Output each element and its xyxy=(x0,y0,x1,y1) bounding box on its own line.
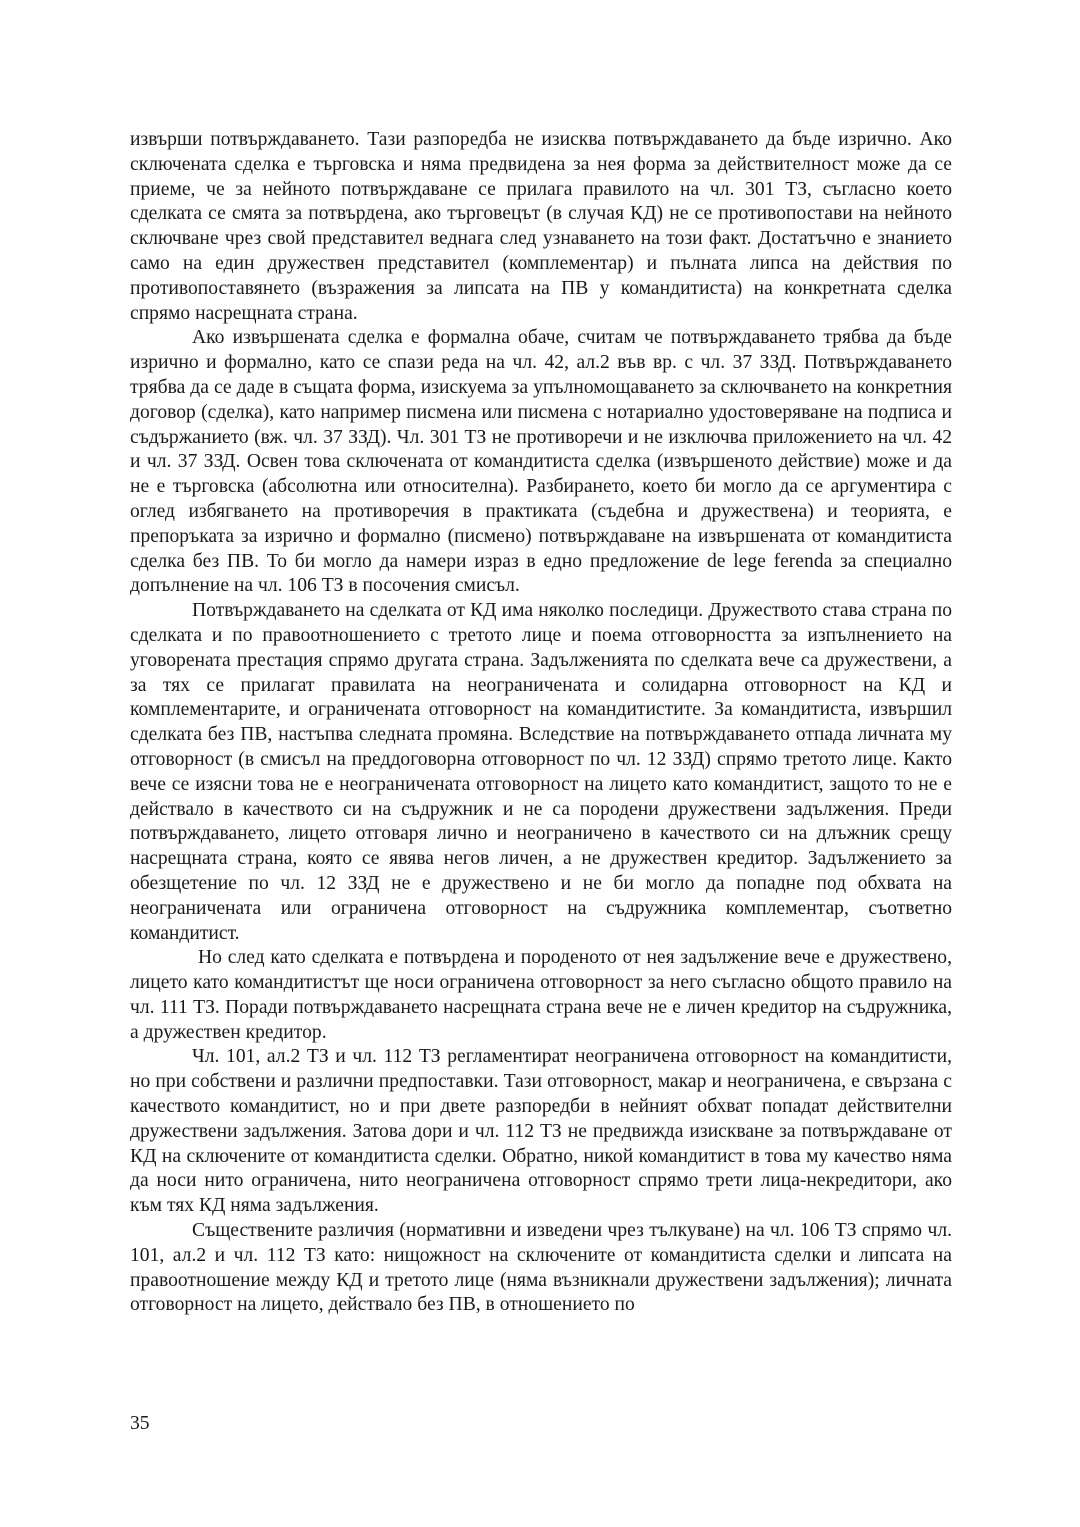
paragraph-1: извърши потвърждаването. Тази разпоредба не изисква потвърждаването да бъде изрично. Ако сключената сделка е търговска и няма предвидена за нея форма за действителност може да се приеме, че за нейното потвърждаване се прилага правилото на чл. 301 ТЗ, съгласно което сделката се смята за потвърдена, ако търговецът (в случая КД) не се противопостави на нейното сключване чрез свой представител веднага след узнаването на този факт. Достатъчно е знанието само на един дружествен представител (комплементар) и пълната липса на действия по противопоставянето (възражения за липсата на ПВ у командитиста) на конкретната сделка спрямо насрещната страна. xyxy=(130,129,952,324)
paragraph-2: Ако извършената сделка е формална обаче, считам че потвърждаването трябва да бъде изрично и формално, като се спази реда на чл. 42, ал.2 във вр. с чл. 37 ЗЗД. Потвърждаването трябва да се даде в същата форма, изискуема за упълномощаването за сключването на конкретния договор (сделка), като например писмена или писмена с нотариално удостоверяване на подписа и съдържанието (вж. чл. 37 ЗЗД). Чл. 301 ТЗ не противоречи и не изключва приложението на чл. 42 и чл. 37 ЗЗД. Освен това сключената от командитиста сделка (извършеното действие) може и да не е търговска (абсолютна или относителна). Разбирането, което би могло да се аргументира с оглед избягването на противоречия в практиката (съдебна и дружествена) и теорията, е препоръката за изрично и формално (писмено) потвърждаване на извършената от командитиста сделка без ПВ. То би могло да намери израз в едно предложение de lege ferenda за специално допълнение на чл. 106 ТЗ в посочения смисъл. xyxy=(130,327,952,597)
paragraph-6: Съществените различия (нормативни и изведени чрез тълкуване) на чл. 106 ТЗ спрямо чл. 101, ал.2 и чл. 112 ТЗ като: нищожност на сключените от командитиста сделки и липсата на правоотношение между КД и третото лице (няма възникнали дружествени задължения); личната отговорност на лицето, действало без ПВ, в отношението по xyxy=(130,1220,952,1316)
page-number: 35 xyxy=(130,1413,150,1434)
paragraph-4: Но след като сделката е потвърдена и породеното от нея задължение вече е дружествено, лицето като командитистът ще носи ограничена отговорност за него съгласно общото правило на чл. 111 ТЗ. Поради потвърждаването насрещната страна вече не е личен кредитор на съдружника, а дружествен кредитор. xyxy=(130,947,952,1043)
paragraph-3: Потвърждаването на сделката от КД има няколко последици. Дружеството става страна по сделката и по правоотношението с третото лице и поема отговорността за изпълнението на уговорената престация спрямо другата страна. Задълженията по сделката вече са дружествени, а за тях се прилагат правилата на неограничената и солидарна отговорност на КД и комплементарите, и ограничената отговорност на командитистите. За командитиста, извършил сделката без ПВ, настъпва следната промяна. Вследствие на потвърждаването отпада личната му отговорност (в смисъл на преддоговорна отговорност по чл. 12 ЗЗД) спрямо третото лице. Както вече се изясни това не е неограничената отговорност на лицето като командитист, защото то не е действало в качеството си на съдружник и не са породени дружествени задължения. Преди потвърждаването, лицето отговаря лично и неограничено в качеството си на длъжник срещу насрещната страна, която се явява негов личен, а не дружествен кредитор. Задължението за обезщетение по чл. 12 ЗЗД не е дружествено и не би могло да попадне под обхвата на неограничената или ограничена отговорност на съдружника комплементар, съответно командитист. xyxy=(130,600,952,944)
paragraph-5: Чл. 101, ал.2 ТЗ и чл. 112 ТЗ регламентират неограничена отговорност на командитисти, но при собствени и различни предпоставки. Тази отговорност, макар и неограничена, е свързана с качеството командитист, но и при двете разпоредби в нейният обхват попадат действителни дружествени задължения. Затова дори и чл. 112 ТЗ не предвижда изискване за потвърждаване от КД на сключените от командитиста сделки. Обратно, никой командитист в това му качество няма да носи нито ограничена, нито неограничена отговорност спрямо трети лица-некредитори, ако към тях КД няма задължения. xyxy=(130,1046,952,1217)
body-text xyxy=(130,128,952,1318)
